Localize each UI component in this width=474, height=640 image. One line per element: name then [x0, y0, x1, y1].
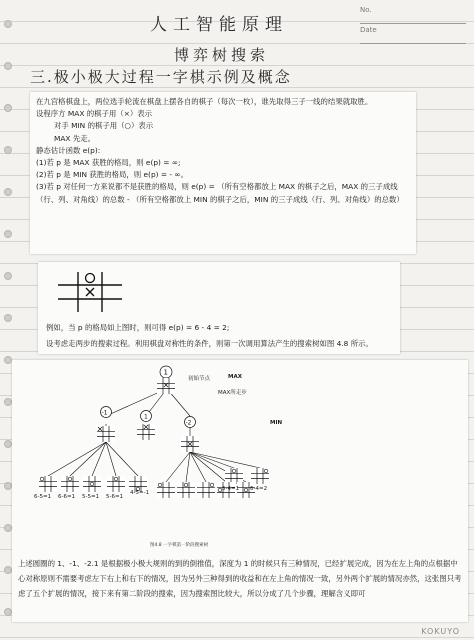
max-first: MAX 先走。 [54, 133, 96, 143]
printed-slip-rules [30, 92, 416, 254]
tree-explanation: 上述圆圈的 1、-1、-2.1 是根据极小极大规则的到的倒推值，深度为 1 的时候只有三种情况，已经扩展完成，因为在左上角的点根据中心对称原则不需要考虑左下右上和右下的情况，因为另外三种得到的收益和在左上角的情况一致，另外两个扩展的情况亦然，这张图只考虑了五个扩展的情况，接下来有第二阶段的搜索，因为搜索图比较大，所以分成了几个步骤，理解含义即可 [18, 559, 462, 598]
root-board [157, 378, 175, 394]
two-step-search-text: 设考虑走两步的搜索过程。利用棋盘对称性的条件，则第一次调用算法产生的搜索树如图 4.8 所示。 [46, 339, 373, 348]
leaf-label-3: 5-5=1 [82, 494, 100, 500]
leaf-label-4: 5-6=1 [106, 494, 124, 500]
rule-intro: 在九宫格棋盘上，两位选手轮流在棋盘上摆各自的棋子（每次一枚），谁先取得三子一线的结果就取胜。 [36, 97, 373, 106]
tree-min-label: MIN [270, 420, 283, 426]
x-piece [86, 288, 94, 296]
eval-case-3: (3)若 p 对任何一方来说都不是获胜的格局，则 e(p) = （所有空格都放上 MAX 的棋子之后，MAX 的三子成线（行、列、对角线）的总数 - （所有空格都放上 MIN 的棋子之后，MIN 的三子成线（行、列、对角线）的总数） [36, 182, 404, 204]
leaf-label-7: 6-4=2 [250, 486, 268, 492]
eval-case-2: (2)若 p 是 MIN 获胜的格局，则 e(p) = - ∞。 [36, 170, 188, 180]
handwritten-subtitle: 博弈树搜索 [174, 46, 270, 64]
search-tree-diagram [34, 364, 334, 542]
mid-value-2: 1 [144, 413, 148, 421]
leaf-label-2: 6-6=1 [58, 494, 76, 500]
example-eval-text: 例如，当 p 的格局如上图时，则可得 e(p) = 6 - 4 = 2; [46, 323, 230, 332]
page-meta [360, 4, 466, 44]
printed-slip-example [38, 262, 400, 354]
tree-figure-caption: 图4.8 一字棋第一阶段搜索树 [150, 543, 209, 548]
leaf-label-1: 6-5=1 [34, 494, 52, 500]
max-piece-def: 设程序方 MAX 的棋子用（×）表示 [36, 109, 153, 119]
notebook-brand: KOKUYO [421, 627, 460, 636]
printed-slip-search-tree [12, 360, 468, 622]
handwritten-title: 人工智能原理 [150, 15, 288, 35]
root-value: 1 [163, 368, 168, 377]
mid-value-3: -2 [185, 419, 192, 427]
tic-tac-toe-board [54, 270, 126, 314]
tree-max-step-label: MAX所走步 [218, 390, 247, 396]
eval-case-1: (1)若 p 是 MAX 获胜的格局，则 e(p) = ∞; [36, 158, 181, 168]
mid-value-1: -1 [101, 409, 108, 417]
date-label: Date [360, 24, 466, 44]
eval-func-title: 静态估计函数 e(p): [36, 145, 101, 155]
no-label: No. [360, 4, 466, 24]
handwritten-section-heading: 三.极小极大过程一字棋示例及概念 [30, 68, 292, 86]
tree-start-label: 初始节点 [188, 376, 211, 382]
o-piece [86, 274, 95, 283]
tree-max-label: MAX [228, 374, 242, 380]
min-piece-def: 对手 MIN 的棋子用（○）表示 [54, 121, 154, 131]
leaf-label-5: 4-5=-1 [130, 490, 150, 496]
leaf-label-6: 5-4=1 [222, 486, 240, 492]
